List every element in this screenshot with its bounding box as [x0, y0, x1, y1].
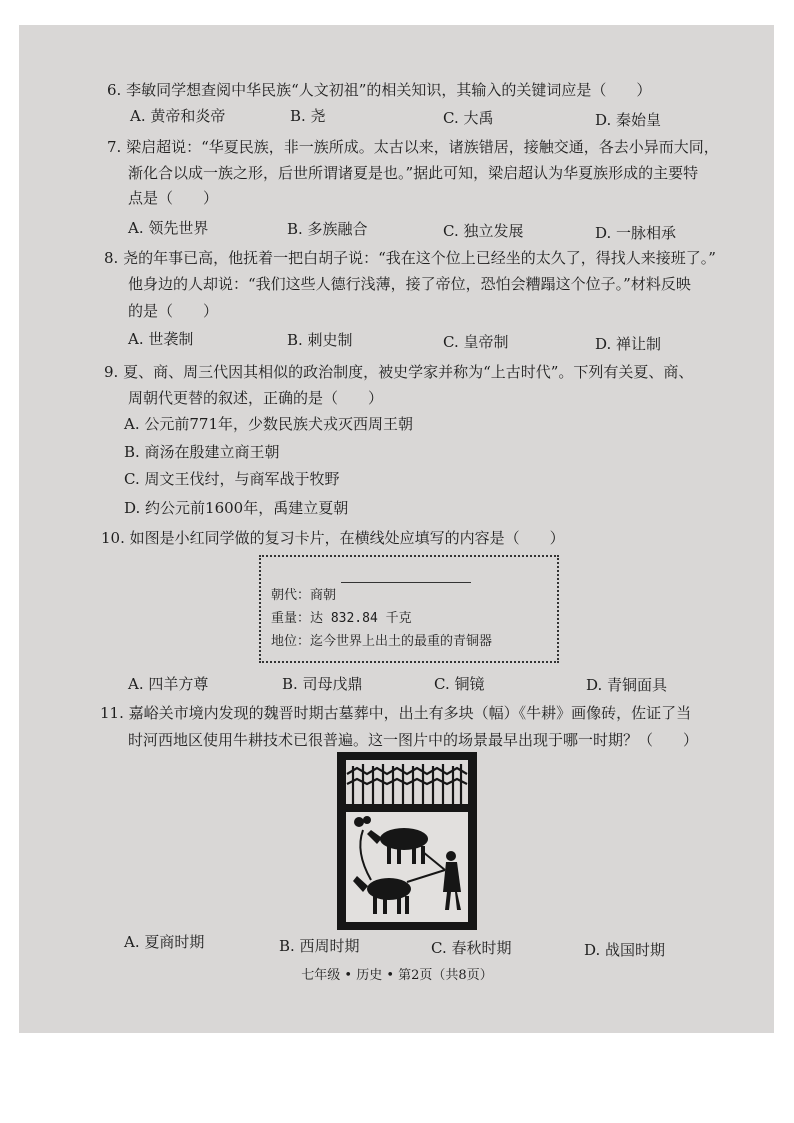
question-6-text: 6. 李敏同学想查阅中华民族“人文初祖”的相关知识，其输入的关键词应是（ ） [107, 81, 652, 99]
q7-option-d: D. 一脉相承 [595, 224, 677, 242]
q11-option-a: A. 夏商时期 [124, 933, 205, 951]
q6-option-c: C. 大禹 [443, 109, 494, 127]
ox-plowing-brick-image [337, 752, 477, 930]
question-7-line-2: 渐化合以成一族之形，后世所谓诸夏是也。”据此可知，梁启超认为华夏族形成的主要特 [128, 164, 699, 182]
q7-option-c: C. 独立发展 [443, 222, 524, 240]
q10-option-c: C. 铜镜 [434, 675, 485, 693]
q7-option-a: A. 领先世界 [128, 219, 209, 237]
q6-option-d: D. 秦始皇 [595, 111, 662, 129]
question-8-line-3: 的是（ ） [128, 302, 219, 320]
q10-option-d: D. 青铜面具 [586, 676, 668, 694]
q6-option-a: A. 黄帝和炎帝 [130, 107, 226, 125]
question-7-line-3: 点是（ ） [128, 189, 219, 207]
q8-option-c: C. 皇帝制 [443, 333, 509, 351]
q10-option-b: B. 司母戊鼎 [282, 675, 363, 693]
question-9-line-2: 周朝代更替的叙述，正确的是（ ） [128, 389, 384, 407]
question-10-text: 10. 如图是小红同学做的复习卡片，在横线处应填写的内容是（ ） [101, 529, 565, 547]
card-status: 地位：迄今世界上出土的最重的青铜器 [271, 634, 493, 649]
q11-option-c: C. 春秋时期 [431, 939, 512, 957]
question-9-line-1: 9. 夏、商、周三代因其相似的政治制度，被史学家并称为“上古时代”。下列有关夏、商、 [104, 363, 694, 381]
q6-option-b: B. 尧 [290, 107, 326, 125]
q11-option-d: D. 战国时期 [584, 941, 666, 959]
question-11-line-1: 11. 嘉峪关市境内发现的魏晋时期古墓葬中，出土有多块（幅）《牛耕》画像砖，佐证了当 [100, 704, 692, 722]
question-7-line-1: 7. 梁启超说：“华夏民族，非一族所成。太古以来，诸族错居，接触交通，各去小异而大同， [107, 138, 719, 156]
q9-option-c: C. 周文王伐纣，与商军战于牧野 [124, 470, 340, 488]
card-dynasty: 朝代：商朝 [271, 588, 337, 603]
q10-option-a: A. 四羊方尊 [128, 675, 209, 693]
card-weight: 重量：达 832.84 千克 [271, 611, 412, 626]
q9-option-b: B. 商汤在殷建立商王朝 [124, 443, 280, 461]
card-blank-line [341, 582, 471, 583]
q9-option-d: D. 约公元前1600年，禹建立夏朝 [124, 499, 349, 517]
q11-option-b: B. 西周时期 [279, 937, 360, 955]
question-8-line-2: 他身边的人却说：“我们这些人德行浅薄，接了帝位，恐怕会糟蹋这个位子。”材料反映 [128, 275, 691, 293]
q9-option-a: A. 公元前771年，少数民族犬戎灭西周王朝 [124, 415, 414, 433]
q7-option-b: B. 多族融合 [287, 220, 368, 238]
question-11-line-2: 时河西地区使用牛耕技术已很普遍。这一图片中的场景最早出现于哪一时期？（ ） [128, 731, 699, 749]
question-8-line-1: 8. 尧的年事已高，他抚着一把白胡子说：“我在这个位上已经坐的太久了，得找人来接班了。” [104, 249, 716, 267]
q8-option-d: D. 禅让制 [595, 335, 662, 353]
q8-option-b: B. 刺史制 [287, 331, 353, 349]
review-card [259, 555, 559, 663]
page-footer: 七年级 • 历史 • 第2页（共8页） [301, 968, 493, 983]
q8-option-a: A. 世袭制 [128, 330, 194, 348]
